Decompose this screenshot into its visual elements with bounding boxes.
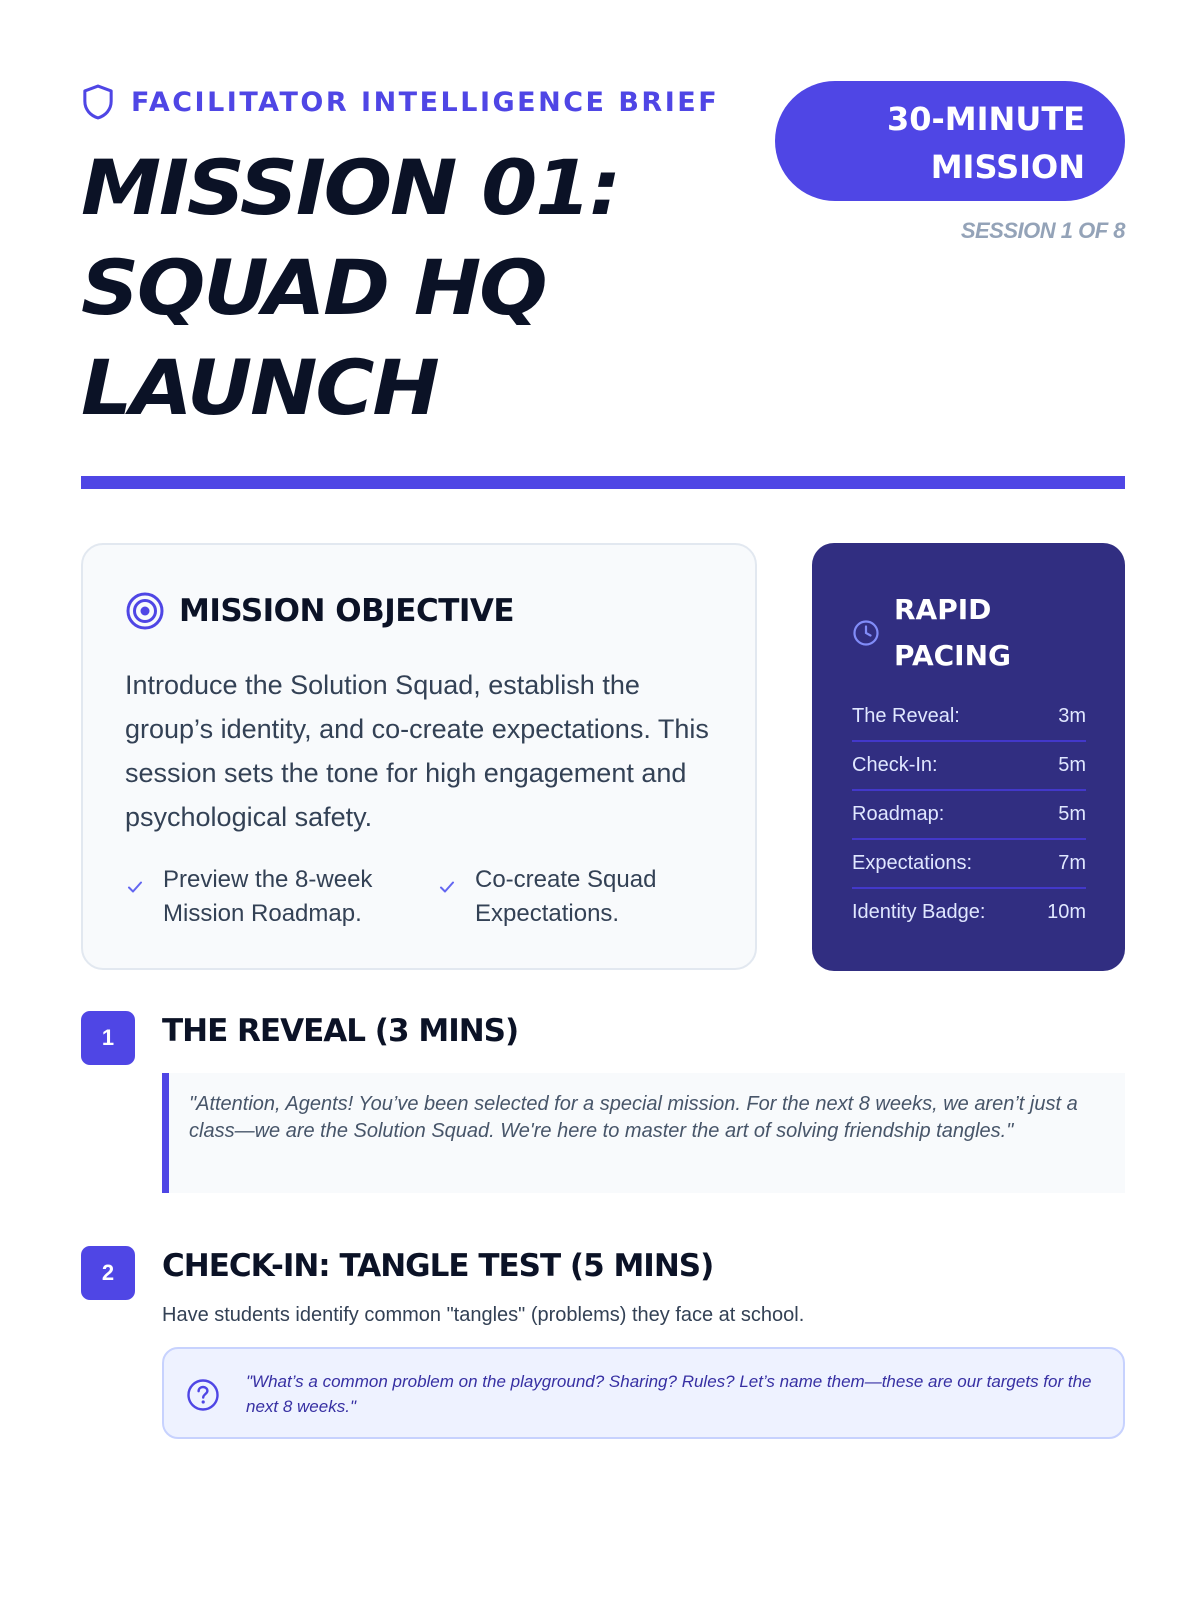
page-title: [81, 138, 802, 438]
title-line: MISSION 01:: [81, 143, 620, 232]
pacing-value: 7m: [1058, 852, 1086, 874]
clock-icon: [852, 619, 880, 647]
pacing-value: 3m: [1058, 705, 1086, 727]
pacing-heading: RAPID PACING: [894, 593, 1012, 672]
objective-checklist: [125, 863, 749, 931]
step-number-badge: 2: [81, 1246, 135, 1300]
duration-line: 30-MINUTE: [886, 100, 1085, 138]
title-line: SQUAD HQ: [81, 243, 546, 332]
facilitator-prompt: [162, 1347, 1125, 1439]
checkmark-icon: [125, 877, 145, 897]
step-title: CHECK-IN: TANGLE TEST (5 MINS): [162, 1248, 714, 1284]
mission-brief-page: [81, 0, 1125, 1600]
script-quote: "Attention, Agents! You’ve been selected for a special mission. For the next 8 weeks, we aren’t just a class—we are the Solution Squad. We're here to master the art of solving friendship tangles.": [162, 1073, 1125, 1193]
target-icon: [125, 591, 165, 631]
pacing-label: The Reveal:: [852, 705, 960, 727]
checklist-text: Preview the 8-week Mission Roadmap.: [163, 866, 373, 927]
pacing-row: [852, 693, 1086, 742]
pacing-row: [852, 791, 1086, 840]
objective-heading: MISSION OBJECTIVE: [179, 593, 515, 629]
rapid-pacing-card: [812, 543, 1125, 971]
pacing-header: [852, 587, 1054, 679]
checklist-item: [437, 863, 749, 931]
brief-kicker: [81, 84, 719, 120]
checkmark-icon: [437, 877, 457, 897]
kicker-label: FACILITATOR INTELLIGENCE BRIEF: [131, 86, 720, 118]
objective-header: [125, 591, 514, 631]
question-circle-icon: [186, 1378, 220, 1412]
duration-line: MISSION: [930, 148, 1085, 186]
pacing-list: [852, 693, 1086, 936]
checklist-item: [125, 863, 437, 931]
prompt-text: "What’s a common problem on the playground? Sharing? Rules? Let’s name them—these are our targets for the next 8 weeks.": [246, 1372, 1092, 1416]
pacing-row: [852, 840, 1086, 889]
pacing-value: 10m: [1047, 901, 1086, 923]
objective-body: Introduce the Solution Squad, establish the group’s identity, and co-create expectations. This session sets the tone for high engagement and psychological safety.: [125, 670, 709, 832]
step-title: THE REVEAL (3 MINS): [162, 1013, 519, 1049]
session-indicator: SESSION 1 OF 8: [960, 218, 1125, 243]
pacing-label: Expectations:: [852, 852, 973, 874]
title-line: LAUNCH: [81, 343, 438, 432]
header-divider: [81, 476, 1125, 489]
pacing-label: Check-In:: [852, 754, 938, 776]
pacing-value: 5m: [1058, 754, 1086, 776]
shield-icon: [81, 84, 115, 120]
mission-objective-card: [81, 543, 757, 970]
step-description: Have students identify common "tangles" (problems) they face at school.: [162, 1304, 805, 1326]
pacing-row: [852, 742, 1086, 791]
step-number-badge: 1: [81, 1011, 135, 1065]
pacing-label: Identity Badge:: [852, 901, 986, 923]
pacing-label: Roadmap:: [852, 803, 945, 825]
pacing-value: 5m: [1058, 803, 1086, 825]
checklist-text: Co-create Squad Expectations.: [475, 866, 657, 927]
duration-badge: [775, 81, 1125, 201]
pacing-row: [852, 889, 1086, 936]
